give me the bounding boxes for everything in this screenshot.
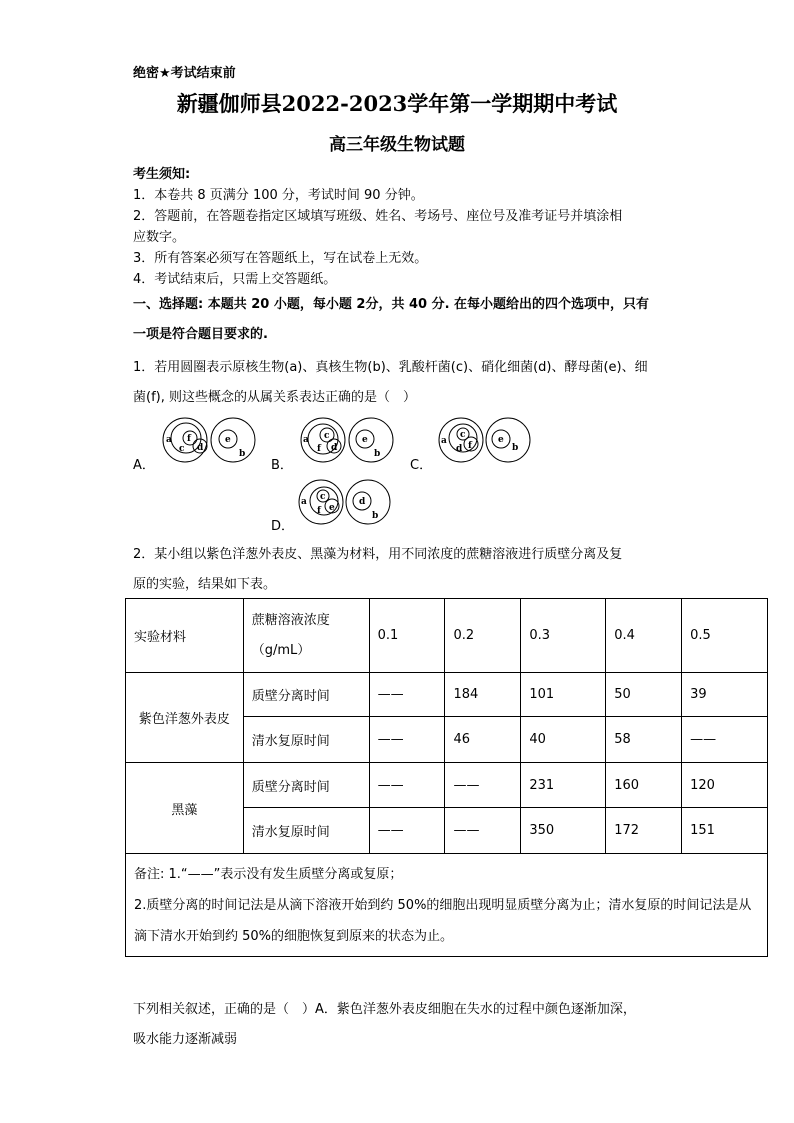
table-cell: —— — [445, 763, 521, 808]
material-hydrilla: 黑藻 — [126, 763, 244, 854]
letter-c: c — [320, 492, 326, 502]
question-2-options: 下列相关叙述，正确的是（ ）A．紫色洋葱外表皮细胞在失水的过程中颜色逐渐加深， — [133, 1002, 636, 1017]
option-a-diagram — [160, 414, 260, 466]
question-2-stem-cont: 原的实验，结果如下表。 — [133, 577, 277, 592]
row-label-recovery: 清水复原时间 — [243, 717, 369, 763]
exam-title: 新疆伽师县2022-2023学年第一学期期中考试 — [176, 91, 618, 116]
option-b-diagram — [298, 414, 398, 466]
letter-d: d — [359, 497, 366, 507]
letter-c: c — [460, 430, 466, 440]
notice-item: 4．考试结束后，只需上交答题纸。 — [133, 272, 337, 287]
question-2-options-cont: 吸水能力逐渐减弱 — [133, 1032, 238, 1047]
table-cell: 350 — [521, 808, 606, 854]
table-cell: 0.2 — [445, 599, 521, 673]
confidential-label: 绝密★考试结束前 — [133, 66, 236, 81]
option-b-label: B． — [271, 458, 293, 473]
material-onion: 紫色洋葱外表皮 — [126, 673, 244, 763]
letter-b: b — [239, 449, 246, 459]
header-concentration — [243, 599, 369, 673]
letter-f: f — [317, 444, 321, 454]
table-note — [126, 854, 768, 957]
table-cell: —— — [369, 763, 445, 808]
table-note-row — [126, 854, 768, 957]
question-1-stem-cont: 菌(f), 则这些概念的从属关系表达正确的是（ ） — [133, 390, 416, 405]
letter-b: b — [512, 443, 519, 453]
header-concentration-label: 蔗糖溶液浓度 — [251, 612, 330, 628]
table-cell: —— — [445, 808, 521, 854]
letter-d: d — [456, 444, 463, 454]
letter-d: d — [331, 443, 338, 453]
table-cell: 58 — [606, 717, 682, 763]
letter-f: f — [317, 506, 321, 516]
table-cell: 40 — [521, 717, 606, 763]
notice-item: 3．所有答案必须写在答题纸上，写在试卷上无效。 — [133, 251, 428, 266]
table-cell: 184 — [445, 673, 521, 717]
letter-b: b — [372, 511, 379, 521]
row-label-separation: 质壁分离时间 — [243, 673, 369, 717]
question-1-stem: 1．若用圆圈表示原核生物(a)、真核生物(b)、乳酸杆菌(c)、硝化细菌(d)、酵母菌(e)、细 — [133, 360, 648, 375]
letter-d: d — [197, 443, 204, 453]
table-cell: 151 — [682, 808, 768, 854]
table-header-row — [126, 599, 768, 673]
table-cell: 0.5 — [682, 599, 768, 673]
letter-e: e — [362, 435, 368, 445]
table-cell: 0.4 — [606, 599, 682, 673]
option-c-diagram — [436, 414, 536, 466]
letter-f: f — [187, 434, 191, 444]
letter-a: a — [166, 435, 172, 445]
letter-e: e — [329, 503, 335, 513]
notice-item: 2．答题前，在答题卷指定区域填写班级、姓名、考场号、座位号及准考证号并填涂相 — [133, 209, 623, 224]
option-a-label: A． — [133, 458, 155, 473]
letter-a: a — [301, 497, 307, 507]
option-d-diagram — [296, 476, 396, 528]
row-label-recovery: 清水复原时间 — [243, 808, 369, 854]
option-c-label: C． — [410, 458, 433, 473]
letter-c: c — [324, 431, 330, 441]
table-cell: 120 — [682, 763, 768, 808]
notice-heading: 考生须知: — [133, 167, 191, 182]
option-d-label: D． — [271, 519, 295, 534]
letter-e: e — [225, 435, 231, 445]
table-cell: 231 — [521, 763, 606, 808]
table-cell: —— — [369, 808, 445, 854]
letter-c: c — [179, 444, 185, 454]
table-cell: 172 — [606, 808, 682, 854]
question-2-stem: 2．某小组以紫色洋葱外表皮、黑藻为材料，用不同浓度的蔗糖溶液进行质壁分离及复 — [133, 547, 623, 562]
table-cell: —— — [682, 717, 768, 763]
results-table — [125, 598, 768, 957]
header-concentration-unit: （g/mL） — [251, 642, 311, 658]
table-row — [126, 673, 768, 717]
section-heading: 一、选择题: 本题共 20 小题，每小题 2分，共 40 分. 在每小题给出的四个选项中，只有 — [133, 297, 650, 312]
table-row — [126, 763, 768, 808]
letter-a: a — [441, 436, 447, 446]
letter-b: b — [374, 449, 381, 459]
notice-item: 1．本卷共 8 页满分 100 分，考试时间 90 分钟。 — [133, 188, 424, 203]
letter-f: f — [468, 441, 472, 451]
table-cell: 0.3 — [521, 599, 606, 673]
table-cell: —— — [369, 717, 445, 763]
section-heading-cont: 一项是符合题目要求的. — [133, 327, 268, 342]
letter-e: e — [498, 435, 504, 445]
table-note-2: 2.质壁分离的时间记法是从滴下溶液开始到约 50%的细胞出现明显质壁分离为止；清水复原的时间记法是从滴下清水开始到约 50%的细胞恢复到原来的状态为止。 — [134, 897, 752, 944]
table-cell: 39 — [682, 673, 768, 717]
table-cell: 101 — [521, 673, 606, 717]
table-cell: 50 — [606, 673, 682, 717]
letter-a: a — [303, 435, 309, 445]
table-cell: —— — [369, 673, 445, 717]
table-cell: 46 — [445, 717, 521, 763]
table-note-1: 备注: 1.“——”表示没有发生质壁分离或复原； — [134, 866, 403, 882]
row-label-separation: 质壁分离时间 — [243, 763, 369, 808]
notice-item: 应数字。 — [133, 230, 186, 245]
exam-subtitle: 高三年级生物试题 — [329, 135, 465, 155]
header-material: 实验材料 — [126, 599, 244, 673]
table-cell: 160 — [606, 763, 682, 808]
table-cell: 0.1 — [369, 599, 445, 673]
